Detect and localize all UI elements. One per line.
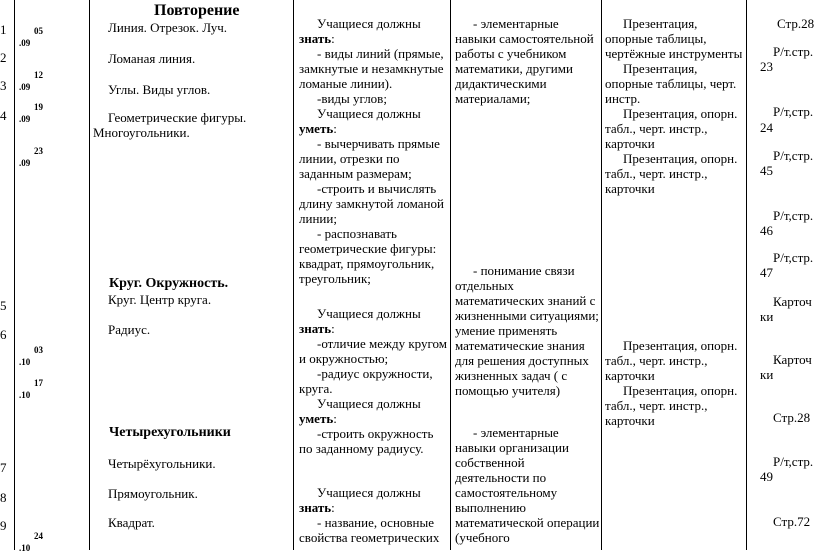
page-ref: 46: [760, 223, 773, 238]
row-number: 7: [0, 460, 7, 475]
column-border: [89, 0, 90, 550]
materials-text: Презентация, опорн. табл., черт. инстр., карточки: [605, 338, 738, 383]
skills-text: - элементарные навыки самостоятельной работы с учебником математики, другими дидактическими материалами;: [455, 16, 594, 106]
column-border: [14, 0, 15, 550]
results-can-label: уметь: [299, 121, 334, 136]
date-day: 17: [34, 378, 43, 388]
date-day: 12: [34, 70, 43, 80]
topic-text: Квадрат.: [108, 515, 155, 530]
results-know-label: знать: [299, 31, 332, 46]
skills-block-3: [455, 425, 600, 545]
date-day: 19: [34, 102, 43, 112]
column-border: [601, 0, 602, 550]
page-ref: 23: [760, 59, 773, 74]
page-ref: 24: [760, 120, 773, 135]
page-ref: Р/т,стр.: [773, 104, 814, 119]
results-block-1: Учащиеся должны знать: - виды линий (прямые, замкнутые и незамкнутые ломаные линии). -виды углов; Учащиеся должны уметь: - вычерчивать прямые линии, отрезки по заданным размерам; -строить и вычислять длину замкнутой ломаной линии; - распознавать геометрические фигуры: квадрат, прямоугольник, треугольник;: [299, 16, 449, 286]
topic-text: Радиус.: [108, 322, 151, 337]
results-item: -виды углов;: [317, 91, 387, 106]
results-intro: Учащиеся должны: [317, 16, 421, 31]
results-know-label: знать: [299, 500, 332, 515]
page-ref: Стр.28: [777, 16, 815, 31]
page-ref: 47: [760, 265, 773, 280]
row-number: 4: [0, 108, 7, 123]
page-ref: ки: [760, 367, 774, 382]
section-title: Четырехугольники: [109, 425, 231, 440]
row-number: 2: [0, 50, 7, 65]
row-number: 1: [0, 22, 7, 37]
date-month: .10: [19, 357, 31, 367]
date-month: .09: [19, 82, 31, 92]
materials-text: Презентация, опорн. табл., черт. инстр., карточки: [605, 151, 738, 196]
skills-block-2: [455, 263, 600, 398]
column-border: [746, 0, 747, 550]
skills-text: - понимание связи отдельных математических знаний с жизненными ситуациями; умение применять математические знания для решения доступных жизненных задач ( с помощью учителя): [455, 263, 599, 398]
materials-text: Презентация, опорные таблицы, черт. инстр.: [605, 61, 737, 106]
page-ref: Стр.72: [773, 514, 811, 529]
results-know-label: знать: [299, 321, 332, 336]
results-item: - распознавать геометрические фигуры: квадрат, прямоугольник, треугольник;: [299, 226, 437, 286]
date-month: .09: [19, 158, 31, 168]
section-title: Круг. Окружность.: [109, 276, 229, 291]
results-item: -строить и вычислять длину замкнутой ломаной линии;: [299, 181, 444, 226]
date-month: .10: [19, 543, 31, 553]
column-border: [293, 0, 294, 550]
row-number: 9: [0, 518, 7, 533]
results-item: -отличие между кругом и окружностью;: [299, 336, 447, 366]
results-item: -радиус окружности, круга.: [299, 366, 433, 396]
topic-text: Углы. Виды углов.: [108, 82, 211, 97]
date-month: .10: [19, 390, 31, 400]
results-block-2: Учащиеся должны знать: -отличие между кругом и окружностью; -радиус окружности, круга. Учащиеся должны уметь: -строить окружность по заданному радиусу.: [299, 306, 449, 456]
topic-text: Ломаная линия.: [108, 51, 196, 66]
topic-text: Четырёхугольники.: [108, 456, 216, 471]
date-month: .09: [19, 114, 31, 124]
topic-text: Круг. Центр круга.: [108, 292, 212, 307]
results-can-label: уметь: [299, 411, 334, 426]
page-ref: ки: [760, 309, 774, 324]
results-intro: Учащиеся должны: [317, 396, 421, 411]
page-ref: Карточ: [773, 352, 812, 367]
date-month: .09: [19, 38, 31, 48]
materials-text: Презентация, опорн. табл., черт. инстр., карточки: [605, 383, 738, 428]
page-ref: Карточ: [773, 294, 812, 309]
date-day: 05: [34, 26, 43, 36]
page-ref: Р/т,стр.: [773, 250, 814, 265]
section-title: Повторение: [154, 2, 240, 19]
topic-text: Многоугольники.: [93, 125, 190, 140]
materials-text: Презентация, опорные таблицы, чертёжные инструменты: [605, 16, 743, 61]
date-day: 24: [34, 531, 43, 541]
results-item: -строить окружность по заданному радиусу.: [299, 426, 434, 456]
results-intro: Учащиеся должны: [317, 106, 421, 121]
results-item: - название, основные свойства геометрических: [299, 515, 440, 545]
page-ref: Р/т,стр.: [773, 208, 814, 223]
materials-text: Презентация, опорн. табл., черт. инстр., карточки: [605, 106, 738, 151]
results-intro: Учащиеся должны: [317, 306, 421, 321]
materials-block-2: [605, 338, 745, 428]
page-ref: Стр.28: [773, 410, 811, 425]
topic-text: Геометрические фигуры.: [108, 110, 247, 125]
row-number: 6: [0, 327, 7, 342]
results-item: - виды линий (прямые, замкнутые и незамкнутые ломаные линии).: [299, 46, 444, 91]
materials-block-1: [605, 16, 745, 196]
results-block-3: Учащиеся должны знать: - название, основные свойства геометрических: [299, 485, 449, 545]
row-number: 3: [0, 78, 7, 93]
topic-text: Линия. Отрезок. Луч.: [108, 20, 227, 35]
row-number: 8: [0, 490, 7, 505]
skills-block-1: [455, 16, 600, 106]
date-day: 23: [34, 146, 43, 156]
row-number: 5: [0, 298, 7, 313]
page-ref: 45: [760, 163, 773, 178]
date-day: 03: [34, 345, 43, 355]
results-item: - вычерчивать прямые линии, отрезки по заданным размерам;: [299, 136, 440, 181]
page-ref: 49: [760, 469, 773, 484]
results-intro: Учащиеся должны: [317, 485, 421, 500]
page-ref: Р/т,стр.: [773, 454, 814, 469]
skills-text: - элементарные навыки организации собственной деятельности по самостоятельному выполнению математической операции (учебного: [455, 425, 600, 545]
column-border: [450, 0, 451, 550]
page-ref: Р/т.стр.: [773, 44, 814, 59]
topic-text: Прямоугольник.: [108, 486, 198, 501]
page-ref: Р/т,стр.: [773, 148, 814, 163]
